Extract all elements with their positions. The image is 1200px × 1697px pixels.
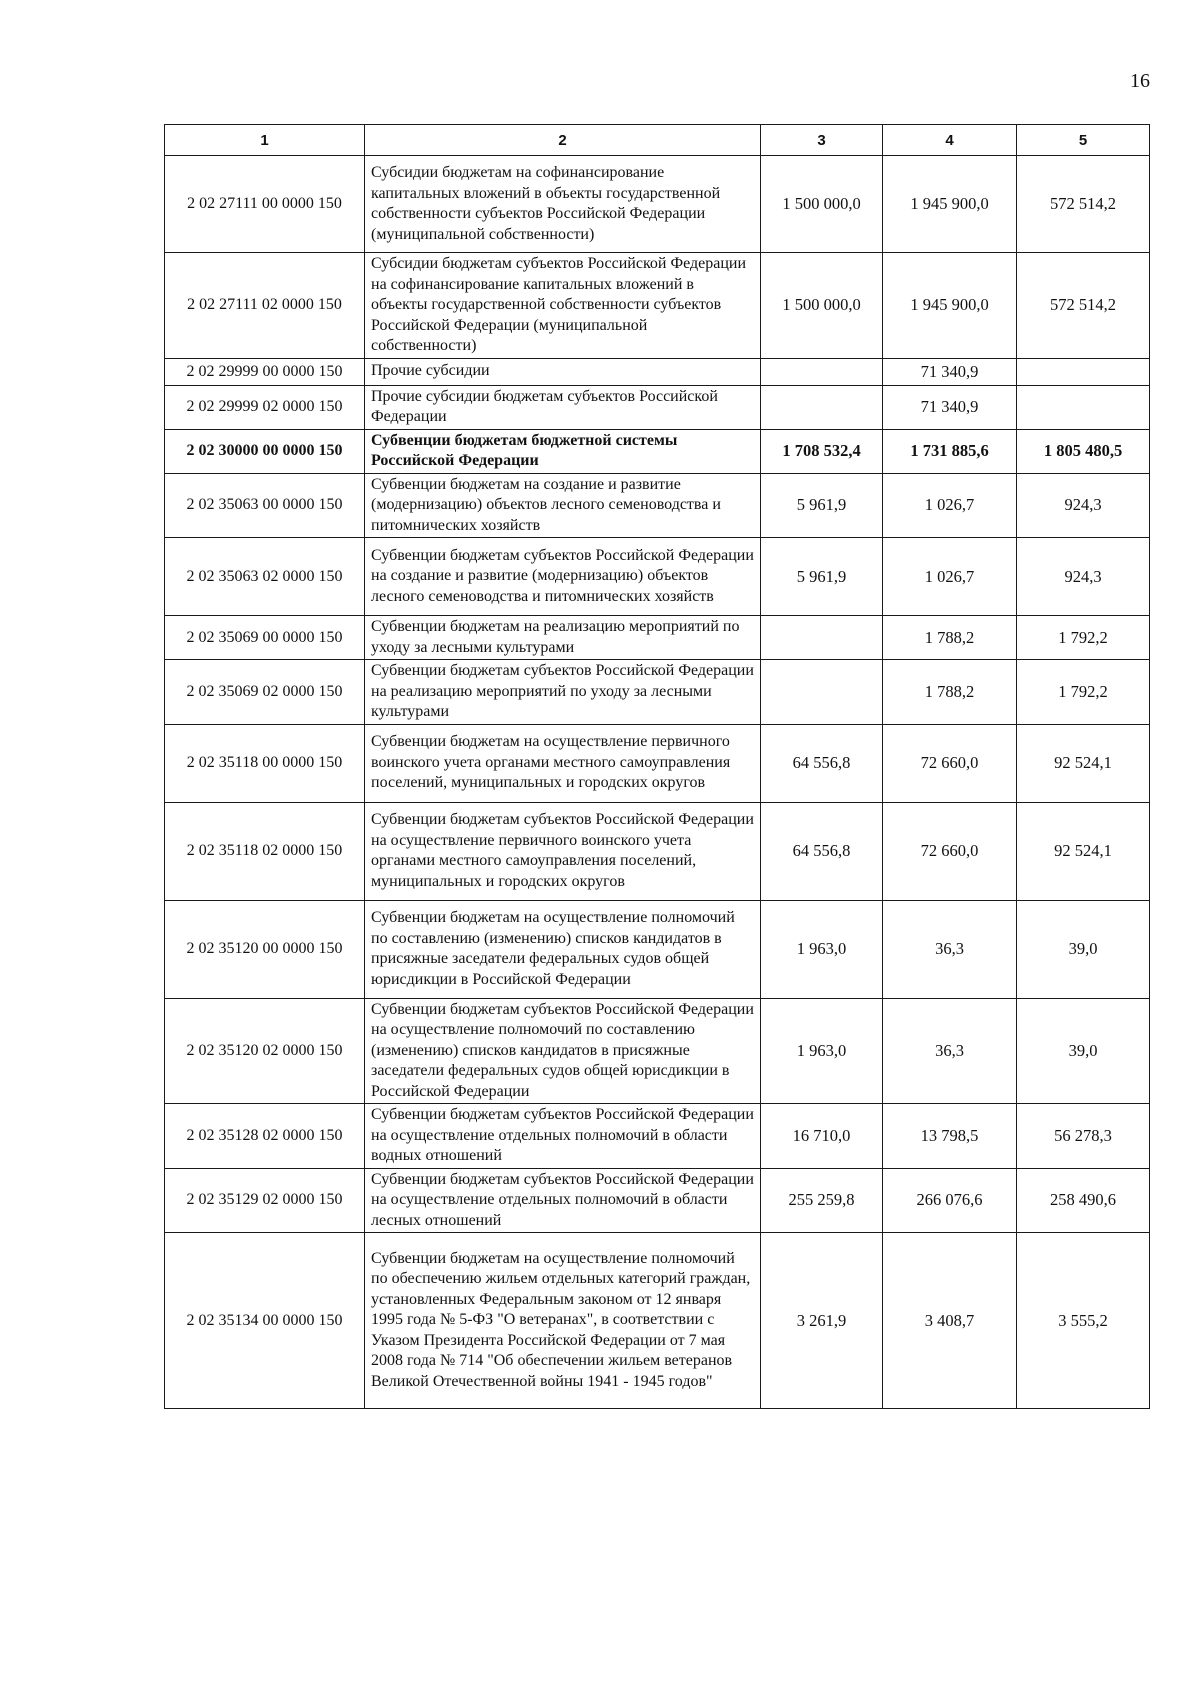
header-col-3: 3 [761, 125, 883, 156]
value-col-3-cell: 5 961,9 [761, 473, 883, 538]
budget-code-cell: 2 02 29999 00 0000 150 [165, 358, 365, 385]
budget-code-cell: 2 02 29999 02 0000 150 [165, 385, 365, 429]
budget-code-cell: 2 02 35134 00 0000 150 [165, 1233, 365, 1409]
value-col-4-cell: 1 731 885,6 [883, 429, 1017, 473]
table-row [165, 802, 1150, 900]
value-col-3-cell: 16 710,0 [761, 1104, 883, 1169]
value-col-3-cell [761, 385, 883, 429]
budget-code-cell: 2 02 35118 00 0000 150 [165, 724, 365, 802]
budget-table [164, 124, 1150, 1409]
budget-code-cell: 2 02 27111 00 0000 150 [165, 156, 365, 253]
description-cell: Прочие субсидии бюджетам субъектов Российской Федерации [365, 385, 761, 429]
description-cell: Субсидии бюджетам на софинансирование капитальных вложений в объекты государственной собственности субъектов Российской Федерации (муниципальной собственности) [365, 156, 761, 253]
description-cell: Субвенции бюджетам бюджетной системы Российской Федерации [365, 429, 761, 473]
header-col-1: 1 [165, 125, 365, 156]
budget-code-cell: 2 02 27111 02 0000 150 [165, 253, 365, 359]
value-col-5-cell [1017, 385, 1150, 429]
description-cell: Субвенции бюджетам на осуществление полномочий по обеспечению жильем отдельных категорий граждан, установленных Федеральным законом от 12 января 1995 года № 5-ФЗ "О ветеранах", в соответствии с Указом Президента Российской Федерации от 7 мая 2008 года № 714 "Об обеспечении жильем ветеранов Великой Отечественной войны 1941 - 1945 годов" [365, 1233, 761, 1409]
value-col-5-cell: 1 792,2 [1017, 616, 1150, 660]
table-row [165, 1104, 1150, 1169]
table-row [165, 385, 1150, 429]
description-cell: Субвенции бюджетам на создание и развитие (модернизацию) объектов лесного семеноводства и питомнических хозяйств [365, 473, 761, 538]
budget-code-cell: 2 02 35063 00 0000 150 [165, 473, 365, 538]
value-col-4-cell: 1 945 900,0 [883, 156, 1017, 253]
value-col-3-cell: 1 963,0 [761, 900, 883, 998]
value-col-3-cell [761, 358, 883, 385]
value-col-4-cell: 36,3 [883, 998, 1017, 1104]
value-col-3-cell [761, 616, 883, 660]
value-col-5-cell: 1 792,2 [1017, 660, 1150, 725]
description-cell: Субвенции бюджетам на реализацию мероприятий по уходу за лесными культурами [365, 616, 761, 660]
value-col-3-cell: 3 261,9 [761, 1233, 883, 1409]
value-col-5-cell: 56 278,3 [1017, 1104, 1150, 1169]
value-col-4-cell: 1 026,7 [883, 538, 1017, 616]
value-col-5-cell: 39,0 [1017, 900, 1150, 998]
table-row [165, 429, 1150, 473]
table-row [165, 538, 1150, 616]
value-col-4-cell: 266 076,6 [883, 1168, 1017, 1233]
value-col-3-cell [761, 660, 883, 725]
description-cell: Субвенции бюджетам на осуществление первичного воинского учета органами местного самоуправления поселений, муниципальных и городских округов [365, 724, 761, 802]
header-col-2: 2 [365, 125, 761, 156]
description-cell: Субвенции бюджетам субъектов Российской Федерации на осуществление отдельных полномочий в области водных отношений [365, 1104, 761, 1169]
value-col-5-cell: 92 524,1 [1017, 724, 1150, 802]
value-col-5-cell: 258 490,6 [1017, 1168, 1150, 1233]
table-row [165, 358, 1150, 385]
budget-code-cell: 2 02 35118 02 0000 150 [165, 802, 365, 900]
value-col-4-cell: 3 408,7 [883, 1233, 1017, 1409]
value-col-5-cell [1017, 358, 1150, 385]
description-cell: Субвенции бюджетам субъектов Российской Федерации на осуществление отдельных полномочий в области лесных отношений [365, 1168, 761, 1233]
description-cell: Субвенции бюджетам субъектов Российской Федерации на осуществление первичного воинского учета органами местного самоуправления поселений, муниципальных и городских округов [365, 802, 761, 900]
budget-code-cell: 2 02 35069 02 0000 150 [165, 660, 365, 725]
budget-code-cell: 2 02 35120 02 0000 150 [165, 998, 365, 1104]
table-row [165, 253, 1150, 359]
value-col-4-cell: 72 660,0 [883, 802, 1017, 900]
value-col-4-cell: 1 788,2 [883, 660, 1017, 725]
value-col-5-cell: 572 514,2 [1017, 156, 1150, 253]
table-row [165, 1233, 1150, 1409]
value-col-4-cell: 71 340,9 [883, 385, 1017, 429]
value-col-5-cell: 92 524,1 [1017, 802, 1150, 900]
description-cell: Субсидии бюджетам субъектов Российской Федерации на софинансирование капитальных вложений в объекты государственной собственности субъектов Российской Федерации (муниципальной собственности) [365, 253, 761, 359]
value-col-3-cell: 255 259,8 [761, 1168, 883, 1233]
budget-code-cell: 2 02 35128 02 0000 150 [165, 1104, 365, 1169]
description-cell: Субвенции бюджетам субъектов Российской Федерации на реализацию мероприятий по уходу за лесными культурами [365, 660, 761, 725]
description-cell: Прочие субсидии [365, 358, 761, 385]
table-body [165, 156, 1150, 1409]
budget-code-cell: 2 02 35063 02 0000 150 [165, 538, 365, 616]
value-col-5-cell: 1 805 480,5 [1017, 429, 1150, 473]
value-col-3-cell: 1 500 000,0 [761, 253, 883, 359]
budget-code-cell: 2 02 35120 00 0000 150 [165, 900, 365, 998]
table-row [165, 616, 1150, 660]
description-cell: Субвенции бюджетам на осуществление полномочий по составлению (изменению) списков кандидатов в присяжные заседатели федеральных судов общей юрисдикции в Российской Федерации [365, 900, 761, 998]
budget-code-cell: 2 02 35129 02 0000 150 [165, 1168, 365, 1233]
header-col-4: 4 [883, 125, 1017, 156]
table-row [165, 473, 1150, 538]
table-row [165, 660, 1150, 725]
budget-code-cell: 2 02 35069 00 0000 150 [165, 616, 365, 660]
value-col-5-cell: 924,3 [1017, 538, 1150, 616]
value-col-5-cell: 924,3 [1017, 473, 1150, 538]
value-col-3-cell: 1 500 000,0 [761, 156, 883, 253]
value-col-3-cell: 64 556,8 [761, 802, 883, 900]
value-col-4-cell: 71 340,9 [883, 358, 1017, 385]
description-cell: Субвенции бюджетам субъектов Российской Федерации на создание и развитие (модернизацию) объектов лесного семеноводства и питомнических хозяйств [365, 538, 761, 616]
value-col-4-cell: 1 788,2 [883, 616, 1017, 660]
value-col-5-cell: 39,0 [1017, 998, 1150, 1104]
value-col-4-cell: 1 945 900,0 [883, 253, 1017, 359]
description-cell: Субвенции бюджетам субъектов Российской Федерации на осуществление полномочий по составлению (изменению) списков кандидатов в присяжные заседатели федеральных судов общей юрисдикции в Российской Федерации [365, 998, 761, 1104]
value-col-4-cell: 13 798,5 [883, 1104, 1017, 1169]
table-row [165, 900, 1150, 998]
page-number: 16 [1130, 70, 1150, 92]
value-col-3-cell: 64 556,8 [761, 724, 883, 802]
table-header-row [165, 125, 1150, 156]
table-row [165, 998, 1150, 1104]
value-col-4-cell: 72 660,0 [883, 724, 1017, 802]
budget-code-cell: 2 02 30000 00 0000 150 [165, 429, 365, 473]
value-col-5-cell: 3 555,2 [1017, 1233, 1150, 1409]
value-col-4-cell: 1 026,7 [883, 473, 1017, 538]
value-col-3-cell: 5 961,9 [761, 538, 883, 616]
value-col-3-cell: 1 708 532,4 [761, 429, 883, 473]
value-col-3-cell: 1 963,0 [761, 998, 883, 1104]
value-col-4-cell: 36,3 [883, 900, 1017, 998]
table-row [165, 156, 1150, 253]
value-col-5-cell: 572 514,2 [1017, 253, 1150, 359]
header-col-5: 5 [1017, 125, 1150, 156]
table-row [165, 1168, 1150, 1233]
table-row [165, 724, 1150, 802]
